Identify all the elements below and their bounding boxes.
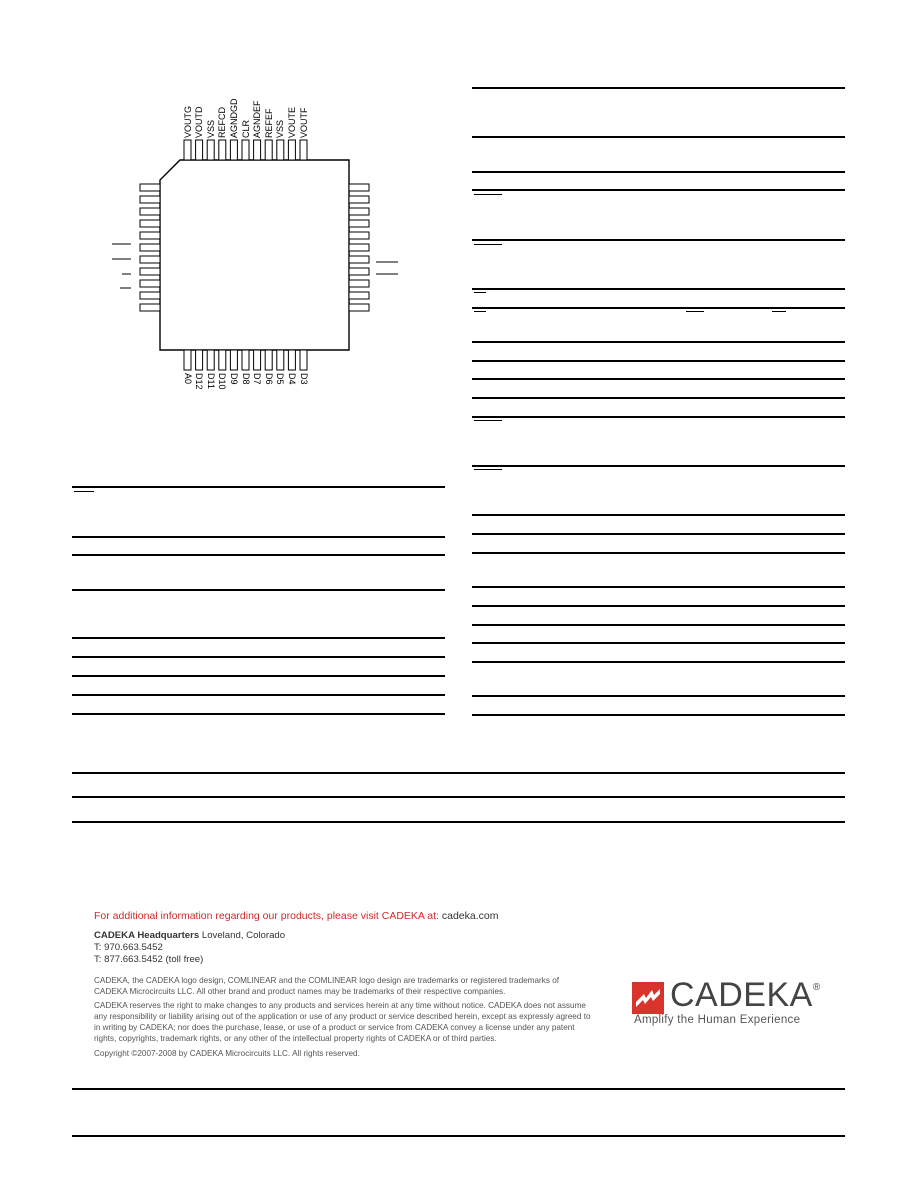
registered-mark: ® [812,982,821,993]
bottom-pin-label: D9 [228,373,239,385]
bottom-pin [265,350,272,370]
top-pin [300,140,307,160]
top-pin [265,140,272,160]
cadeka-logo-mark-icon [632,982,664,1014]
bottom-pin-label: A0 [182,373,193,385]
info-line: For additional information regarding our products, please visit CADEKA at: cadeka.com [94,910,499,922]
left-pin [140,292,160,299]
top-pin-label: VSS [205,119,216,138]
bottom-pin [254,350,261,370]
left-pin [140,208,160,215]
left-pin-group [140,184,160,311]
top-pin [277,140,284,160]
bottom-pin-label: D11 [205,373,216,389]
right-pin [349,196,369,203]
left-pin [140,304,160,311]
left-pin [140,244,160,251]
top-pin-label: VOUTE [286,106,297,138]
left-pin [140,268,160,275]
bottom-pin-label: D7 [252,373,263,385]
bottom-pin-label: D3 [298,373,309,385]
top-pin [242,140,249,160]
bottom-pin-label: D8 [240,373,251,385]
phone-1: T: 970.663.5452 [94,942,163,953]
top-pin-label: CLR [240,119,251,138]
top-pin [230,140,237,160]
top-pin-label: REFEF [263,108,274,138]
right-pin [349,232,369,239]
trademark-notice: CADEKA, the CADEKA logo design, COMLINEAR and the COMLINEAR logo design are trademarks or registered trademarks of CADEKA Microcircuits LLC. All other brand and product names may be trademarks of their respective companies. [94,976,560,996]
top-pin-label: VOUTF [298,107,309,138]
top-pin-label: VOUTD [194,106,205,138]
right-pin [349,304,369,311]
brand-name: CADEKA [670,976,813,1014]
copyright: Copyright ©2007-2008 by CADEKA Microcircuits LLC. All rights reserved. [94,1049,360,1058]
bottom-pin-label: D6 [263,373,274,385]
right-pin [349,220,369,227]
bottom-pin [196,350,203,370]
top-pin [219,140,226,160]
tagline: Amplify the Human Experience [634,1014,801,1026]
bottom-pin-group [184,350,307,370]
left-pin [140,280,160,287]
top-pin [196,140,203,160]
top-pin [184,140,191,160]
top-pin-label: AGNDEF [252,100,263,138]
bottom-pin-label: D10 [217,373,228,390]
bottom-pin [242,350,249,370]
phone-2: T: 877.663.5452 (toll free) [94,954,204,965]
footer-rule-bottom [72,1135,845,1137]
bottom-pin [300,350,307,370]
left-pin [140,232,160,239]
bottom-pin-label: D4 [286,373,297,385]
bottom-pin [277,350,284,370]
right-pin-group [349,184,369,311]
top-pin-label: VSS [275,119,286,138]
headquarters: CADEKA Headquarters Loveland, Colorado [94,930,286,941]
bottom-pin-label: D12 [194,373,205,390]
footer-rule-top [72,1088,845,1090]
left-pin [140,184,160,191]
bottom-pin [207,350,214,370]
left-pin [140,256,160,263]
bottom-pin [230,350,237,370]
top-pin [288,140,295,160]
top-pin [254,140,261,160]
top-pin [207,140,214,160]
right-pin [349,280,369,287]
bottom-pin [288,350,295,370]
bottom-pin [184,350,191,370]
bottom-pin-label: D5 [275,373,286,385]
disclaimer: CADEKA reserves the right to make changes to any products and services herein at any time without notice. CADEKA does not assume any responsibility or liability arising out of the application or use of any product or service described herein, except as expressly agreed to in writing by CADEKA; nor does the purchase, lease, or use of a product or service from CADEKA convey a license under any patent rights, copyrights, trademark rights, or any other of the intellectual property rights of CADEKA or of third parties. [94,1001,591,1043]
chip-pinout-diagram [100,100,420,400]
right-pin [349,184,369,191]
top-pin-label: VOUTG [182,105,193,138]
footer [94,910,594,1059]
left-pin [140,196,160,203]
right-pin [349,268,369,275]
chip-body [160,160,349,350]
top-pin-group [184,140,307,160]
right-pin [349,256,369,263]
right-pin [349,208,369,215]
left-pin [140,220,160,227]
bottom-pin [219,350,226,370]
top-pin-label: REFCD [217,107,228,138]
right-pin [349,292,369,299]
website-link[interactable]: cadeka.com [441,910,499,922]
top-pin-label: AGNDGD [228,98,239,138]
right-pin [349,244,369,251]
